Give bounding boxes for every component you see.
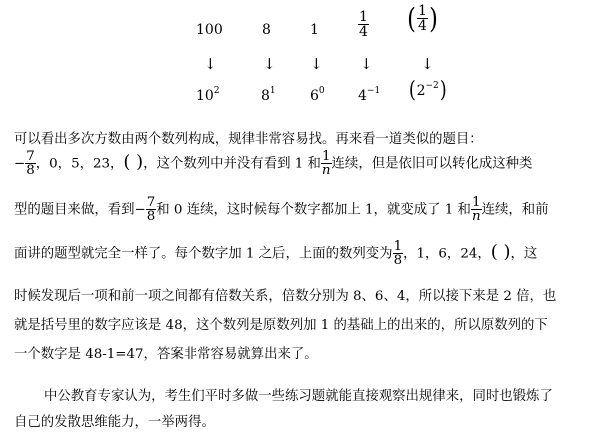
text-line-6: 就是括号里的数字应该是 48，这个数列是原数列加 1 的基础上的出来的，所以原数列的下 <box>14 318 548 333</box>
numerator: 1 <box>417 3 427 19</box>
denominator: 4 <box>417 18 427 34</box>
text-line-9: 自己的发散思维能力，一举两得。 <box>14 415 215 430</box>
fraction <box>358 10 369 39</box>
power-term-5: $(2^{-2})$ <box>408 78 447 103</box>
power-term-2: $8^1$ <box>261 86 276 104</box>
text-line-2: − $\frac{7}{8}$ ，0，5，23，( )，这个数列中并没有看到 1 和 $\frac{1}{n}$ 连续，但是依旧可以转化成这种类 <box>14 149 533 179</box>
text-line-3: 型的题目来做，看到− $\frac{7}{8}$ 和 0 连续，这时候每个数字都加上 1，就变成了 1 和 $\frac{1}{n}$ 连续，和前 <box>14 195 549 225</box>
sequence-term-2: 8 <box>262 22 271 38</box>
fraction <box>417 4 428 33</box>
denominator: 4 <box>359 24 368 40</box>
answer-blank: ( ) <box>490 241 511 263</box>
sequence-term-1: 100 <box>196 22 223 38</box>
power-term-3: $6^0$ <box>310 86 325 104</box>
text-line-4: 面讲的题型就完全一样了。每个数字加 1 之后，上面的数列变为 $\frac{1}{8}$ ，1，6，24，( )，这 <box>14 239 538 269</box>
down-arrow-icon: ↓ <box>263 55 276 73</box>
sequence-term-5: ( $\frac{1}{4}$ ) <box>407 1 438 35</box>
numerator: 1 <box>359 9 368 25</box>
down-arrow-icon: ↓ <box>360 55 373 73</box>
text-line-5: 时候发现后一项和前一项之间都有倍数关系，倍数分别为 8、6、4，所以接下来是 2 倍，也 <box>14 289 557 304</box>
down-arrow-icon: ↓ <box>310 55 323 73</box>
sequence-term-3: 1 <box>310 22 319 38</box>
text-line-7: 一个数字是 48-1=47，答案非常容易就算出来了。 <box>14 347 318 362</box>
power-term-4: $4^{-1}$ <box>358 86 381 104</box>
text-line-8: 中公教育专家认为，考生们平时多做一些练习题就能直接观察出规律来，同时也锻炼了 <box>44 389 553 404</box>
text-line-1: 可以看出多次方数由两个数列构成，规律非常容易找。再来看一道类似的题目： <box>14 132 483 147</box>
sequence-term-4 <box>358 10 369 39</box>
answer-blank: ( ) <box>123 151 144 173</box>
power-term-1: $10^2$ <box>196 86 220 104</box>
down-arrow-icon: ↓ <box>421 55 434 73</box>
down-arrow-icon: ↓ <box>204 55 217 73</box>
